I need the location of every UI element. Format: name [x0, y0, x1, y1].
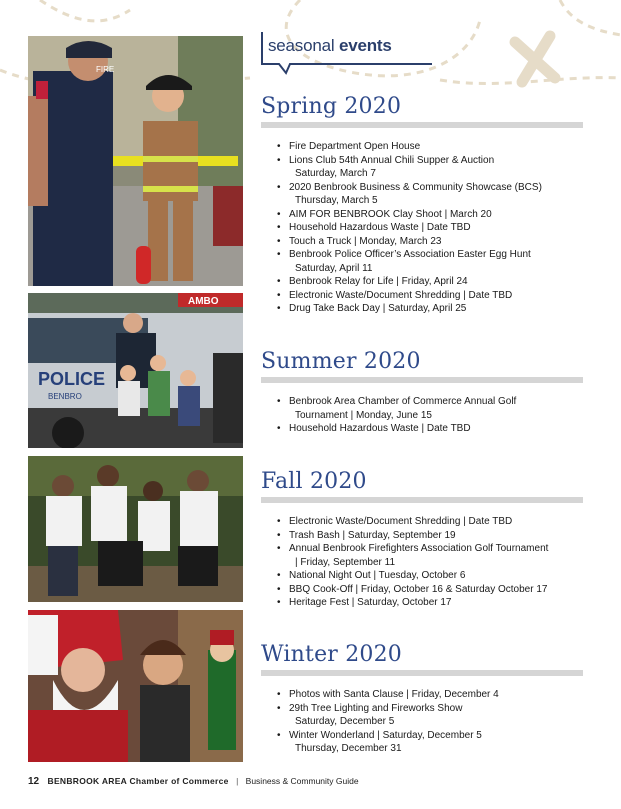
section-rule — [261, 377, 583, 383]
list-item: • 29th Tree Lighting and Fireworks Show Saturday, December 5 — [277, 702, 591, 729]
list-item: • Fire Department Open House — [277, 140, 591, 154]
section-spring — [261, 94, 591, 316]
list-item: • Touch a Truck | Monday, March 23 — [277, 235, 591, 249]
list-item: • AIM FOR BENBROOK Clay Shoot | March 20 — [277, 208, 591, 222]
section-title: Spring 2020 — [261, 94, 402, 119]
tag-bold-text: events — [338, 36, 392, 55]
event-list — [261, 140, 591, 316]
photo-santa-girl — [28, 610, 243, 762]
section-rule — [261, 497, 583, 503]
list-item: • Lions Club 54th Annual Chili Supper & Auction Saturday, March 7 — [277, 154, 591, 181]
list-item: • Household Hazardous Waste | Date TBD — [277, 221, 591, 235]
tag-light-text: seasonal — [268, 36, 339, 55]
section-title: Summer 2020 — [261, 349, 421, 374]
list-item: • Household Hazardous Waste | Date TBD — [277, 422, 591, 436]
event-list — [261, 395, 591, 436]
page-number: 12 — [28, 776, 40, 787]
event-list — [261, 688, 591, 756]
section-tag — [268, 36, 392, 56]
section-title: Fall 2020 — [261, 469, 367, 494]
section-fall — [261, 469, 591, 610]
section-title: Winter 2020 — [261, 642, 402, 667]
list-item: • Trash Bash | Saturday, September 19 — [277, 529, 591, 543]
list-item: • Electronic Waste/Document Shredding | Date TBD — [277, 515, 591, 529]
footer-separator: | — [236, 776, 239, 786]
police-door-text: POLICE — [38, 369, 106, 389]
list-item: • Benbrook Police Officer’s Association Easter Egg Hunt Saturday, April 11 — [277, 248, 591, 275]
list-item: • Winter Wonderland | Saturday, December 5 Thursday, December 31 — [277, 729, 591, 756]
list-item: • Benbrook Area Chamber of Commerce Annual Golf Tournament | Monday, June 15 — [277, 395, 591, 422]
banner-text: AMBO — [188, 296, 219, 307]
section-summer — [261, 349, 591, 436]
list-item: • Annual Benbrook Firefighters Association Golf Tournament | Friday, September 11 — [277, 542, 591, 569]
list-item: • 2020 Benbrook Business & Community Showcase (BCS) Thursday, March 5 — [277, 181, 591, 208]
list-item: • Benbrook Relay for Life | Friday, April 24 — [277, 275, 591, 289]
photo-firefighter-child — [28, 36, 243, 286]
section-winter — [261, 642, 591, 756]
section-rule — [261, 122, 583, 128]
list-item: • Electronic Waste/Document Shredding | Date TBD — [277, 289, 591, 303]
section-rule — [261, 670, 583, 676]
footer-org: BENBROOK AREA Chamber of Commerce — [47, 776, 229, 786]
police-door-subtext: BENBRO — [48, 392, 82, 401]
photo-police-car-kids — [28, 293, 243, 448]
list-item: • Photos with Santa Clause | Friday, December 4 — [277, 688, 591, 702]
photo-volunteers — [28, 456, 243, 602]
footer-guide: Business & Community Guide — [245, 776, 359, 786]
page-footer — [28, 776, 359, 787]
list-item: • National Night Out | Tuesday, October 6 — [277, 569, 591, 583]
cap-label: FIRE — [96, 65, 115, 74]
list-item: • BBQ Cook-Off | Friday, October 16 & Saturday October 17 — [277, 583, 591, 597]
event-list — [261, 515, 591, 610]
cross-icon — [515, 36, 555, 82]
list-item: • Heritage Fest | Saturday, October 17 — [277, 596, 591, 610]
list-item: • Drug Take Back Day | Saturday, April 25 — [277, 302, 591, 316]
